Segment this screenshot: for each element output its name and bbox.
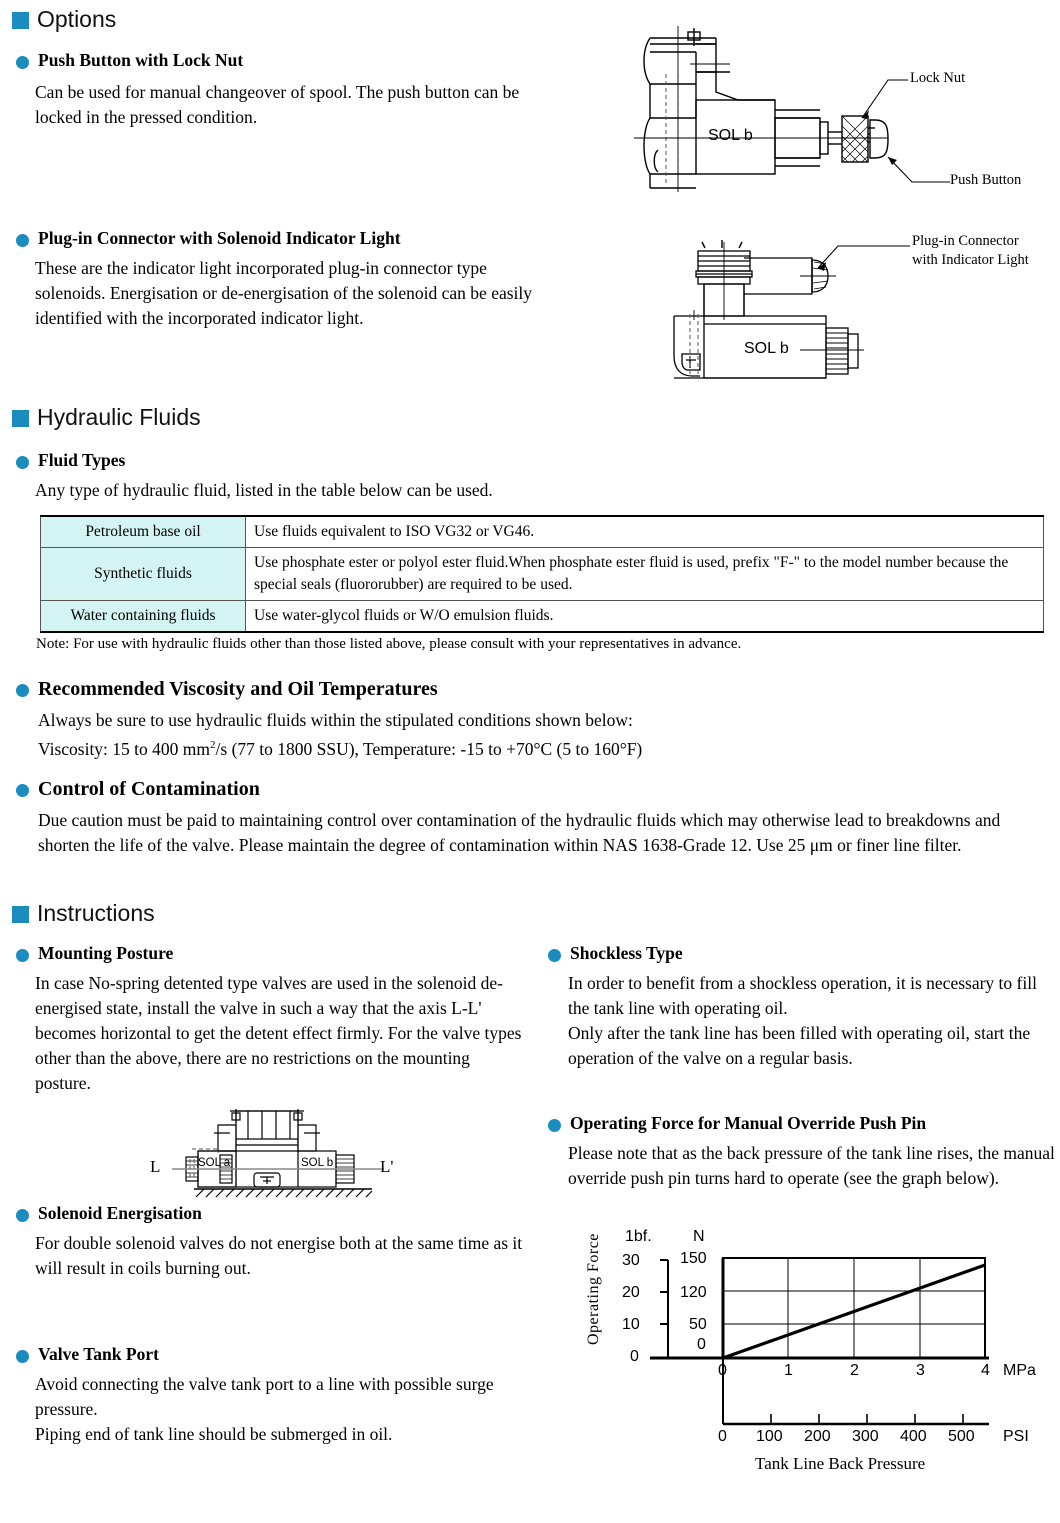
chart-ytick-lbf-10: 10 — [622, 1316, 640, 1333]
contamination-body: Due caution must be paid to maintaining control over contamination of the hydraulic fluids which may otherwise lead to breakdowns and shorten the life of the valve. Please maintain the degree of contamination within NAS 1638-Grade 12. Use 25 μm or finer line filter. — [38, 810, 1001, 855]
chart-xtick-mpa-1: 1 — [784, 1362, 793, 1379]
table-cell-description: Use water-glycol fluids or W/O emulsion fluids. — [246, 601, 1044, 633]
bullet-dot-icon — [16, 1350, 29, 1363]
callout-push-button: Push Button — [950, 172, 1022, 188]
item-title: Fluid Types — [38, 450, 126, 470]
chart-xtick-psi-200: 200 — [804, 1428, 831, 1445]
item-mounting-posture — [16, 943, 516, 964]
table-cell-category: Water containing fluids — [41, 601, 246, 633]
chart-ytick-lbf-0: 0 — [630, 1348, 639, 1365]
chart-y-unit-secondary: 1bf. — [625, 1228, 652, 1245]
chart-xtick-psi-400: 400 — [900, 1428, 927, 1445]
chart-ytick-n-150: 150 — [680, 1250, 707, 1267]
diagram-label-sol-b: SOL b — [744, 340, 789, 357]
viscosity-line-2 — [38, 733, 1018, 762]
hydraulic-fluids-note: Note: For use with hydraulic fluids other than those listed above, please consult with your representatives in advance. — [36, 636, 742, 652]
table-cell-category: Petroleum base oil — [41, 516, 246, 548]
item-shockless-type — [548, 943, 1048, 964]
diagram-valve-mounting — [150, 1103, 398, 1198]
callout-lock-nut: Lock Nut — [910, 70, 966, 86]
item-operating-force — [548, 1113, 1058, 1134]
chart-xtick-psi-0: 0 — [718, 1428, 727, 1445]
table-cell-description: Use fluids equivalent to ISO VG32 or VG46. — [246, 516, 1044, 548]
hydraulic-fluids-table-wrap — [40, 515, 1044, 633]
chart-ytick-lbf-20: 20 — [622, 1284, 640, 1301]
blue-square-icon — [12, 12, 29, 29]
section-heading-hydraulic-fluids — [12, 404, 201, 431]
chart-xtick-mpa-4: 4 — [981, 1362, 990, 1379]
item-title: Mounting Posture — [38, 943, 174, 963]
item-body-plug-in: These are the indicator light incorporated plug-in connector type solenoids. Energisation or de-energisation of the solenoid can be easily identified with the incorporated indicator light. — [35, 258, 533, 328]
item-title: Push Button with Lock Nut — [38, 50, 244, 70]
shockless-type-line-2: Only after the tank line has been filled with operating oil, start the operation of the valve on a regular basis. — [568, 1023, 1031, 1068]
shockless-type-line-1: In order to benefit from a shockless operation, it is necessary to fill the tank line with operating oil. — [568, 973, 1037, 1018]
section-title-instructions: Instructions — [37, 900, 155, 926]
bullet-dot-icon — [16, 456, 29, 469]
chart-ytick-n-120: 120 — [680, 1284, 707, 1301]
blue-square-icon — [12, 410, 29, 427]
valve-axis-label-left: L — [150, 1157, 161, 1176]
item-valve-tank-port — [16, 1344, 516, 1365]
item-title: Plug-in Connector with Solenoid Indicator Light — [38, 228, 401, 248]
chart-xtick-psi-300: 300 — [852, 1428, 879, 1445]
valve-label-sol-b: SOL b — [301, 1157, 334, 1169]
callout-line-2: with Indicator Light — [912, 252, 1029, 268]
fluid-types-intro: Any type of hydraulic fluid, listed in the table below can be used. — [35, 480, 493, 500]
diagram-push-button-lock-nut — [620, 22, 1060, 212]
chart-y-unit-primary: N — [693, 1228, 705, 1245]
diagram-plug-in-connector — [660, 228, 1060, 398]
item-title: Solenoid Energisation — [38, 1203, 202, 1223]
table-row — [41, 601, 1044, 633]
operating-force-body: Please note that as the back pressure of the tank line rises, the manual override push pin turns hard to operate (see the graph below). — [568, 1143, 1055, 1188]
chart-x-unit-secondary: PSI — [1003, 1428, 1029, 1445]
blue-square-icon — [12, 906, 29, 923]
viscosity-line-1: Always be sure to use hydraulic fluids within the stipulated conditions shown below: — [38, 710, 633, 730]
chart-xtick-mpa-2: 2 — [850, 1362, 859, 1379]
item-title: Shockless Type — [570, 943, 683, 963]
section-title-hydraulic-fluids: Hydraulic Fluids — [37, 404, 201, 430]
item-fluid-types — [16, 450, 125, 471]
chart-xtick-mpa-0: 0 — [718, 1362, 727, 1379]
valve-tank-port-line-2: Piping end of tank line should be submerged in oil. — [35, 1424, 393, 1444]
item-title: Operating Force for Manual Override Push Pin — [570, 1113, 927, 1133]
bullet-dot-icon — [16, 684, 29, 697]
table-row — [41, 548, 1044, 601]
callout-line-1: Plug-in Connector — [912, 233, 1019, 249]
viscosity-part-b: /s (77 to 1800 SSU), Temperature: -15 to +70°C (5 to 160°F) — [215, 738, 643, 759]
callout-plug-in-connector — [912, 232, 1029, 270]
valve-label-sol-a: SOL a — [198, 1157, 231, 1169]
section-heading-options — [12, 6, 116, 33]
section-heading-instructions — [12, 900, 155, 927]
chart-xtick-psi-100: 100 — [756, 1428, 783, 1445]
item-recommended-viscosity — [16, 678, 438, 701]
item-push-button-with-lock-nut — [16, 50, 546, 71]
bullet-dot-icon — [16, 1209, 29, 1222]
valve-tank-port-line-1: Avoid connecting the valve tank port to a line with possible surge pressure. — [35, 1374, 494, 1419]
section-title-options: Options — [37, 6, 117, 32]
hydraulic-fluids-table — [40, 515, 1044, 633]
bullet-dot-icon — [16, 234, 29, 247]
operating-force-chart — [575, 1228, 1055, 1478]
chart-ytick-n-50: 50 — [689, 1316, 707, 1333]
chart-xtick-mpa-3: 3 — [916, 1362, 925, 1379]
chart-x-unit-primary: MPa — [1003, 1362, 1036, 1379]
mounting-posture-body: In case No-spring detented type valves are used in the solenoid de-energised state, install the valve in such a way that the axis L-L' becomes horizontal to get the detent effect firmly. For the valve types other than the above, there are no restrictions on the mounting posture. — [35, 973, 522, 1093]
valve-axis-label-right: L' — [380, 1157, 394, 1176]
viscosity-part-a: Viscosity: 15 to 400 mm — [38, 738, 211, 759]
diagram-label-sol-b: SOL b — [708, 127, 753, 144]
solenoid-energisation-body: For double solenoid valves do not energise both at the same time as it will result in coils burning out. — [35, 1233, 523, 1278]
chart-ytick-lbf-30: 30 — [622, 1252, 640, 1269]
chart-y-axis-title: Operating Force — [585, 1233, 602, 1345]
bullet-dot-icon — [548, 949, 561, 962]
chart-xtick-psi-500: 500 — [948, 1428, 975, 1445]
table-cell-description: Use phosphate ester or polyol ester fluid.When phosphate ester fluid is used, prefix "F-" to the model number because the special seals (fluororubber) are required to be used. — [246, 548, 1044, 601]
bullet-dot-icon — [16, 949, 29, 962]
table-cell-category: Synthetic fluids — [41, 548, 246, 601]
item-plug-in-connector — [16, 228, 556, 249]
item-control-of-contamination — [16, 778, 260, 801]
item-title: Valve Tank Port — [38, 1344, 159, 1364]
viscosity-exponent: 2 — [210, 739, 216, 751]
bullet-dot-icon — [548, 1119, 561, 1132]
item-title: Control of Contamination — [38, 778, 260, 800]
chart-ytick-n-0: 0 — [697, 1336, 706, 1353]
bullet-dot-icon — [16, 784, 29, 797]
bullet-dot-icon — [16, 56, 29, 69]
chart-x-axis-title: Tank Line Back Pressure — [755, 1454, 926, 1473]
item-body-push-button: Can be used for manual changeover of spool. The push button can be locked in the pressed condition. — [35, 82, 520, 127]
table-row — [41, 516, 1044, 548]
item-solenoid-energisation — [16, 1203, 516, 1224]
item-title: Recommended Viscosity and Oil Temperatures — [38, 678, 438, 700]
